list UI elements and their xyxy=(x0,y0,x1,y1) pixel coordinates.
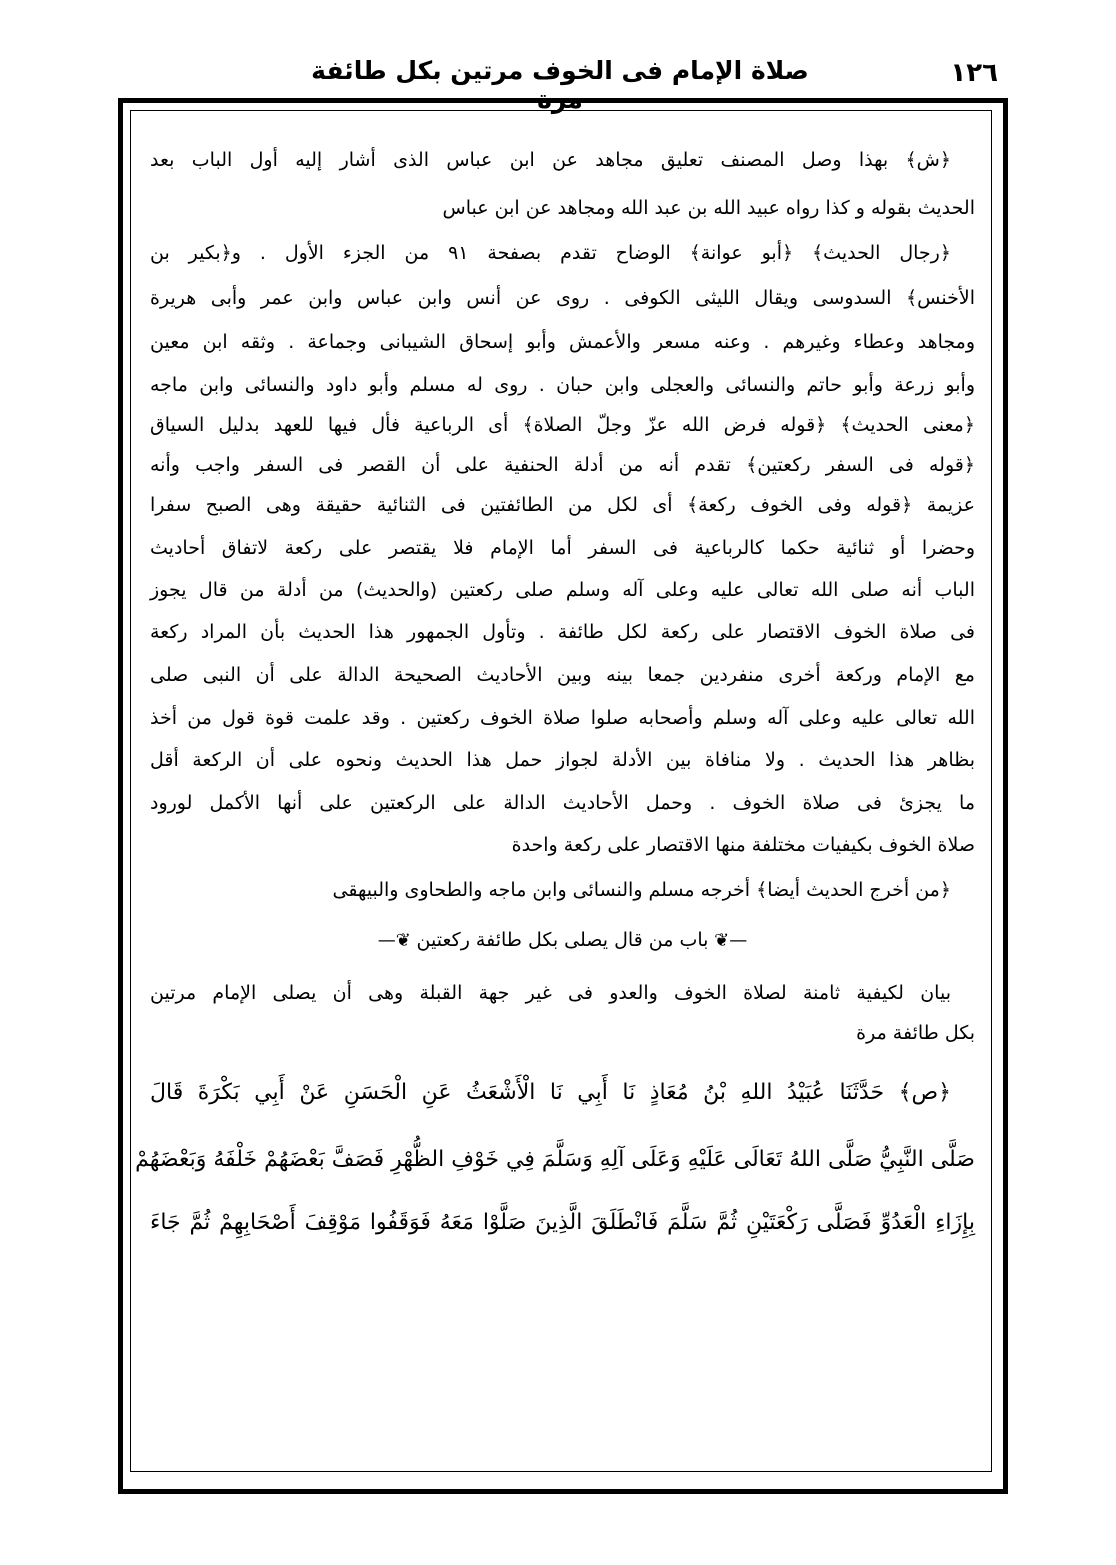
text-line: ﴿من أخرج الحديث أيضا﴾ أخرجه مسلم والنسائى وابن ماجه والطحاوى والبيهقى xyxy=(332,879,951,901)
chapter-intro-line: بيان لكيفية ثامنة لصلاة الخوف والعدو فى غير جهة القبلة وهى أن يصلى الإمام مرتين xyxy=(150,982,951,1004)
text-line: مع الإمام وركعة أخرى منفردين جمعا بينه وبين الأحاديث الصحيحة الدالة على أن النبى صلى xyxy=(150,664,975,686)
text-line: الأخنس﴾ السدوسى ويقال الليثى الكوفى . روى عن أنس وابن عباس وابن عمر وأبى هريرة xyxy=(150,287,975,309)
chapter-heading-row xyxy=(150,925,975,956)
page-number: ١٢٦ xyxy=(950,58,998,88)
text-line: فى صلاة الخوف الاقتصار على ركعة لكل طائفة . وتأول الجمهور هذا الحديث بأن المراد ركعة xyxy=(150,621,975,643)
text-line: ﴿رجال الحديث﴾ ﴿أبو عوانة﴾ الوضاح تقدم بصفحة ٩١ من الجزء الأول . و﴿بكير بن xyxy=(150,242,951,264)
text-line: الحديث بقوله و كذا رواه عبيد الله بن عبد الله ومجاهد عن ابن عباس xyxy=(442,197,975,219)
text-line: الباب أنه صلى الله تعالى عليه وعلى آله وسلم صلى ركعتين (والحديث) من أدلة من قال يجوز xyxy=(150,579,975,601)
hadith-line: ﴿ص﴾ حَدَّثَنَا عُبَيْدُ اللهِ بْنُ مُعَاذٍ نَا أَبِي نَا الْأَشْعَثُ عَنِ الْحَسَنِ عَنْ أَبِي بَكْرَةَ قَالَ xyxy=(150,1080,951,1105)
text-line: ﴿معنى الحديث﴾ ﴿قوله فرض الله عزّ وجلّ الصلاة﴾ أى الرباعية فأل فيها للعهد بدليل السياق xyxy=(150,414,975,436)
running-title: صلاة الإمام فى الخوف مرتين بكل طائفة مرة xyxy=(311,56,809,114)
ornament-icon: ❦— xyxy=(377,930,417,951)
hadith-line: بِإِزَاءِ الْعَدُوِّ فَصَلَّى رَكْعَتَيْنِ ثُمَّ سَلَّمَ فَانْطَلَقَ الَّذِينَ صَلَّوْا مَعَهُ فَوَقَفُوا مَوْقِفَ أَصْحَابِهِمْ ثُمَّ جَاءَ xyxy=(150,1210,975,1235)
text-line: الله تعالى عليه وعلى آله وسلم وأصحابه صلوا صلاة الخوف ركعتين . وقد علمت قوة قول من أخذ xyxy=(150,707,975,729)
text-line: ﴿قوله فى السفر ركعتين﴾ تقدم أنه من أدلة الحنفية على أن القصر فى السفر واجب وأنه xyxy=(150,454,975,476)
text-line: وحضرا أو ثنائية حكما كالرباعية فى السفر أما الإمام فلا يقتصر على ركعة لاتفاق أحاديث xyxy=(150,537,975,559)
chapter-heading: باب من قال يصلى بكل طائفة ركعتين xyxy=(416,929,709,951)
text-line: ومجاهد وعطاء وغيرهم . وعنه مسعر والأعمش وأبو إسحاق الشيبانى وجماعة . وثقه ابن معين xyxy=(150,331,975,353)
text-line: ﴿ش﴾ بهذا وصل المصنف تعليق مجاهد عن ابن عباس الذى أشار إليه أول الباب بعد xyxy=(150,149,951,171)
text-line: عزيمة ﴿قوله وفى الخوف ركعة﴾ أى لكل من الطائفتين فى الثنائية حقيقة وهى الصبح سفرا xyxy=(150,494,975,516)
text-line: صلاة الخوف بكيفيات مختلفة منها الاقتصار على ركعة واحدة xyxy=(511,834,975,856)
ornament-icon: —❦ xyxy=(708,930,748,951)
hadith-line: صَلَّى النَّبِيُّ صَلَّى اللهُ تَعَالَى عَلَيْهِ وَعَلَى آلِهِ وَسَلَّمَ فِي خَوْفِ الظُّهْرِ فَصَفَّ بَعْضَهُمْ خَلْفَهُ وَبَعْضَهُمْ xyxy=(135,1147,975,1172)
chapter-intro-line: بكل طائفة مرة xyxy=(856,1022,975,1044)
text-line: وأبو زرعة وأبو حاتم والنسائى والعجلى وابن حبان . روى له مسلم وأبو داود والنسائى وابن ماجه xyxy=(150,374,975,396)
text-line: ما يجزئ فى صلاة الخوف . وحمل الأحاديث الدالة على الركعتين على أنها الأكمل لورود xyxy=(150,792,975,814)
text-line: بظاهر هذا الحديث . ولا منافاة بين الأدلة لجواز حمل هذا الحديث ونحوه على أن الركعة أقل xyxy=(150,749,975,771)
